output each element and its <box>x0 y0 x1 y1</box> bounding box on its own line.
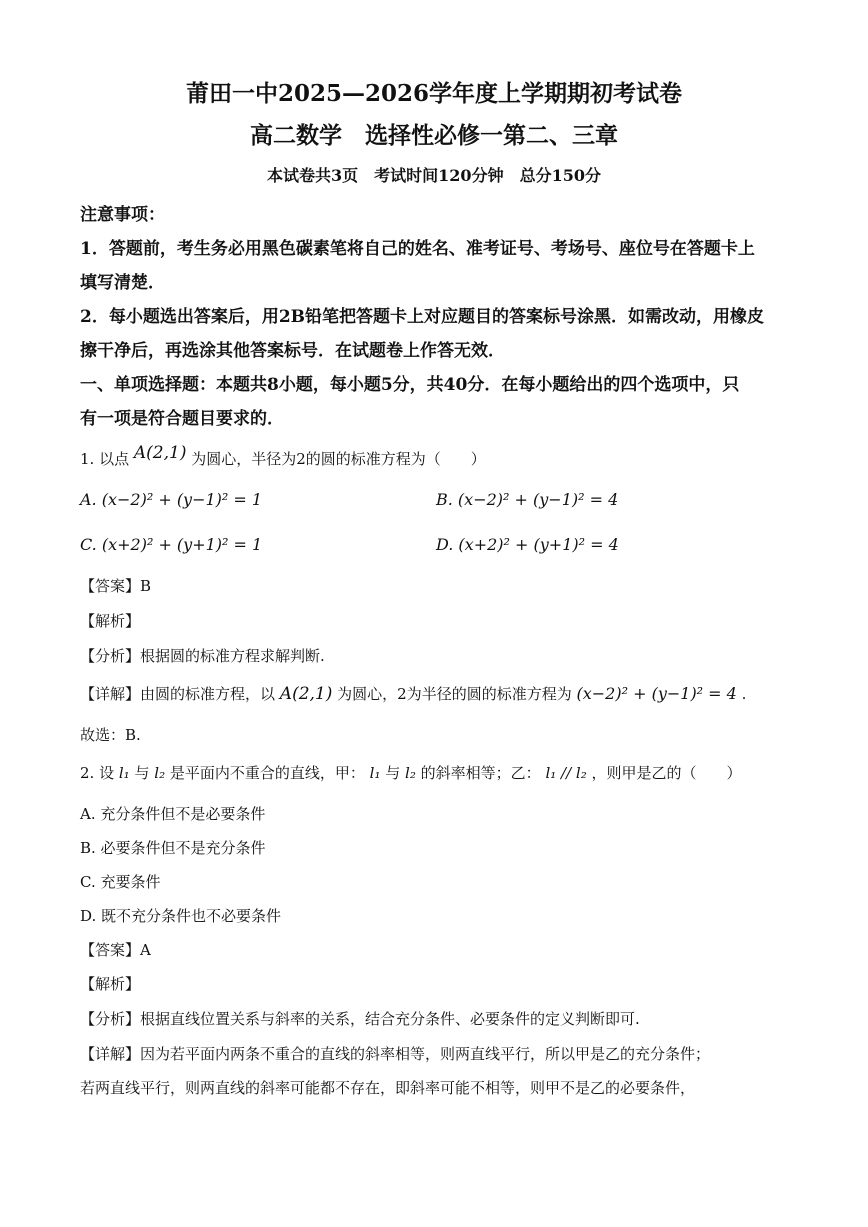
q2-option-a: A. 充分条件但不是必要条件 <box>80 805 266 823</box>
q1-choice: 故选：B. <box>80 726 141 744</box>
q2-analysis-label: 【解析】 <box>80 975 141 993</box>
q1-detail <box>80 683 746 704</box>
q1-point: A(2,1) <box>133 443 187 463</box>
q1-detail-point: A(2,1) <box>279 684 333 704</box>
q1-option-d: D. (x+2)² + (y+1)² = 4 <box>436 535 619 554</box>
question-2-stem <box>80 762 742 783</box>
q2-l1-b: l₁ <box>369 764 381 782</box>
q2-answer: 【答案】A <box>80 941 151 959</box>
q1-fenxi: 【分析】根据圆的标准方程求解判断. <box>80 647 325 665</box>
q1-detail-equation: (x−2)² + (y−1)² = 4 <box>576 684 737 703</box>
notice-item-1-line-1: 1．答题前，考生务必用黑色碳素笔将自己的姓名、准考证号、考场号、座位号在答题卡上 <box>80 239 755 259</box>
notice-item-1-line-2: 填写清楚． <box>80 273 165 293</box>
q2-l2-b: l₂ <box>405 764 416 782</box>
q1-prefix: 1. 以点 <box>80 450 130 468</box>
q2-option-c: C. 充要条件 <box>80 873 161 891</box>
q2-mid: 是平面内不重合的直线，甲： <box>169 764 365 782</box>
q1-detail-end: . <box>741 685 747 703</box>
q2-l2: l₂ <box>154 764 166 782</box>
q1-answer: 【答案】B <box>80 577 152 595</box>
q1-option-a: A. (x−2)² + (y−1)² = 1 <box>80 490 263 509</box>
q2-mid2: 的斜率相等；乙： <box>420 764 541 782</box>
q1-stem-text: 为圆心，半径为2的圆的标准方程为（ ） <box>191 450 486 468</box>
q1-detail-text-b: 为圆心，2为半径的圆的标准方程为 <box>337 685 572 703</box>
section-heading-line-2: 有一项是符合题目要求的． <box>80 409 284 429</box>
exam-title: 莆田一中2025—2026学年度上学期期初考试卷 <box>185 80 683 107</box>
q1-option-c: C. (x+2)² + (y+1)² = 1 <box>80 535 263 554</box>
q1-option-b: B. (x−2)² + (y−1)² = 4 <box>436 490 619 509</box>
q2-prefix: 2. 设 <box>80 764 115 782</box>
q2-option-b: B. 必要条件但不是充分条件 <box>80 839 266 857</box>
question-1-stem <box>80 443 486 469</box>
notice-item-2-line-1: 2．每小题选出答案后，用2B铅笔把答题卡上对应题目的答案标号涂黑．如需改动，用橡皮 <box>80 307 765 327</box>
exam-info: 本试卷共3页 考试时间120分钟 总分150分 <box>267 166 601 185</box>
q2-end: ，则甲是乙的（ ） <box>591 764 742 782</box>
q2-parallel: l₁ // l₂ <box>545 764 587 782</box>
exam-subtitle: 高二数学 选择性必修一第二、三章 <box>250 122 618 149</box>
q1-detail-text-a: 【详解】由圆的标准方程，以 <box>80 685 276 703</box>
q2-detail-line-1: 【详解】因为若平面内两条不重合的直线的斜率相等，则两直线平行，所以甲是乙的充分条件； <box>80 1045 711 1063</box>
q2-fenxi: 【分析】根据直线位置关系与斜率的关系，结合充分条件、必要条件的定义判断即可. <box>80 1010 640 1028</box>
q2-l1: l₁ <box>118 764 130 782</box>
notice-item-2-line-2: 擦干净后，再选涂其他答案标号．在试题卷上作答无效． <box>80 341 505 361</box>
section-heading-line-1: 一、单项选择题：本题共8小题，每小题5分，共40分．在每小题给出的四个选项中，只 <box>80 375 740 395</box>
q2-option-d: D. 既不充分条件也不必要条件 <box>80 907 282 925</box>
q2-and: 与 <box>134 764 150 782</box>
q1-analysis-label: 【解析】 <box>80 612 141 630</box>
notice-heading: 注意事项： <box>80 205 165 225</box>
q2-and-b: 与 <box>385 764 401 782</box>
q2-detail-line-2: 若两直线平行，则两直线的斜率可能都不存在，即斜率可能不相等，则甲不是乙的必要条件， <box>80 1079 696 1097</box>
